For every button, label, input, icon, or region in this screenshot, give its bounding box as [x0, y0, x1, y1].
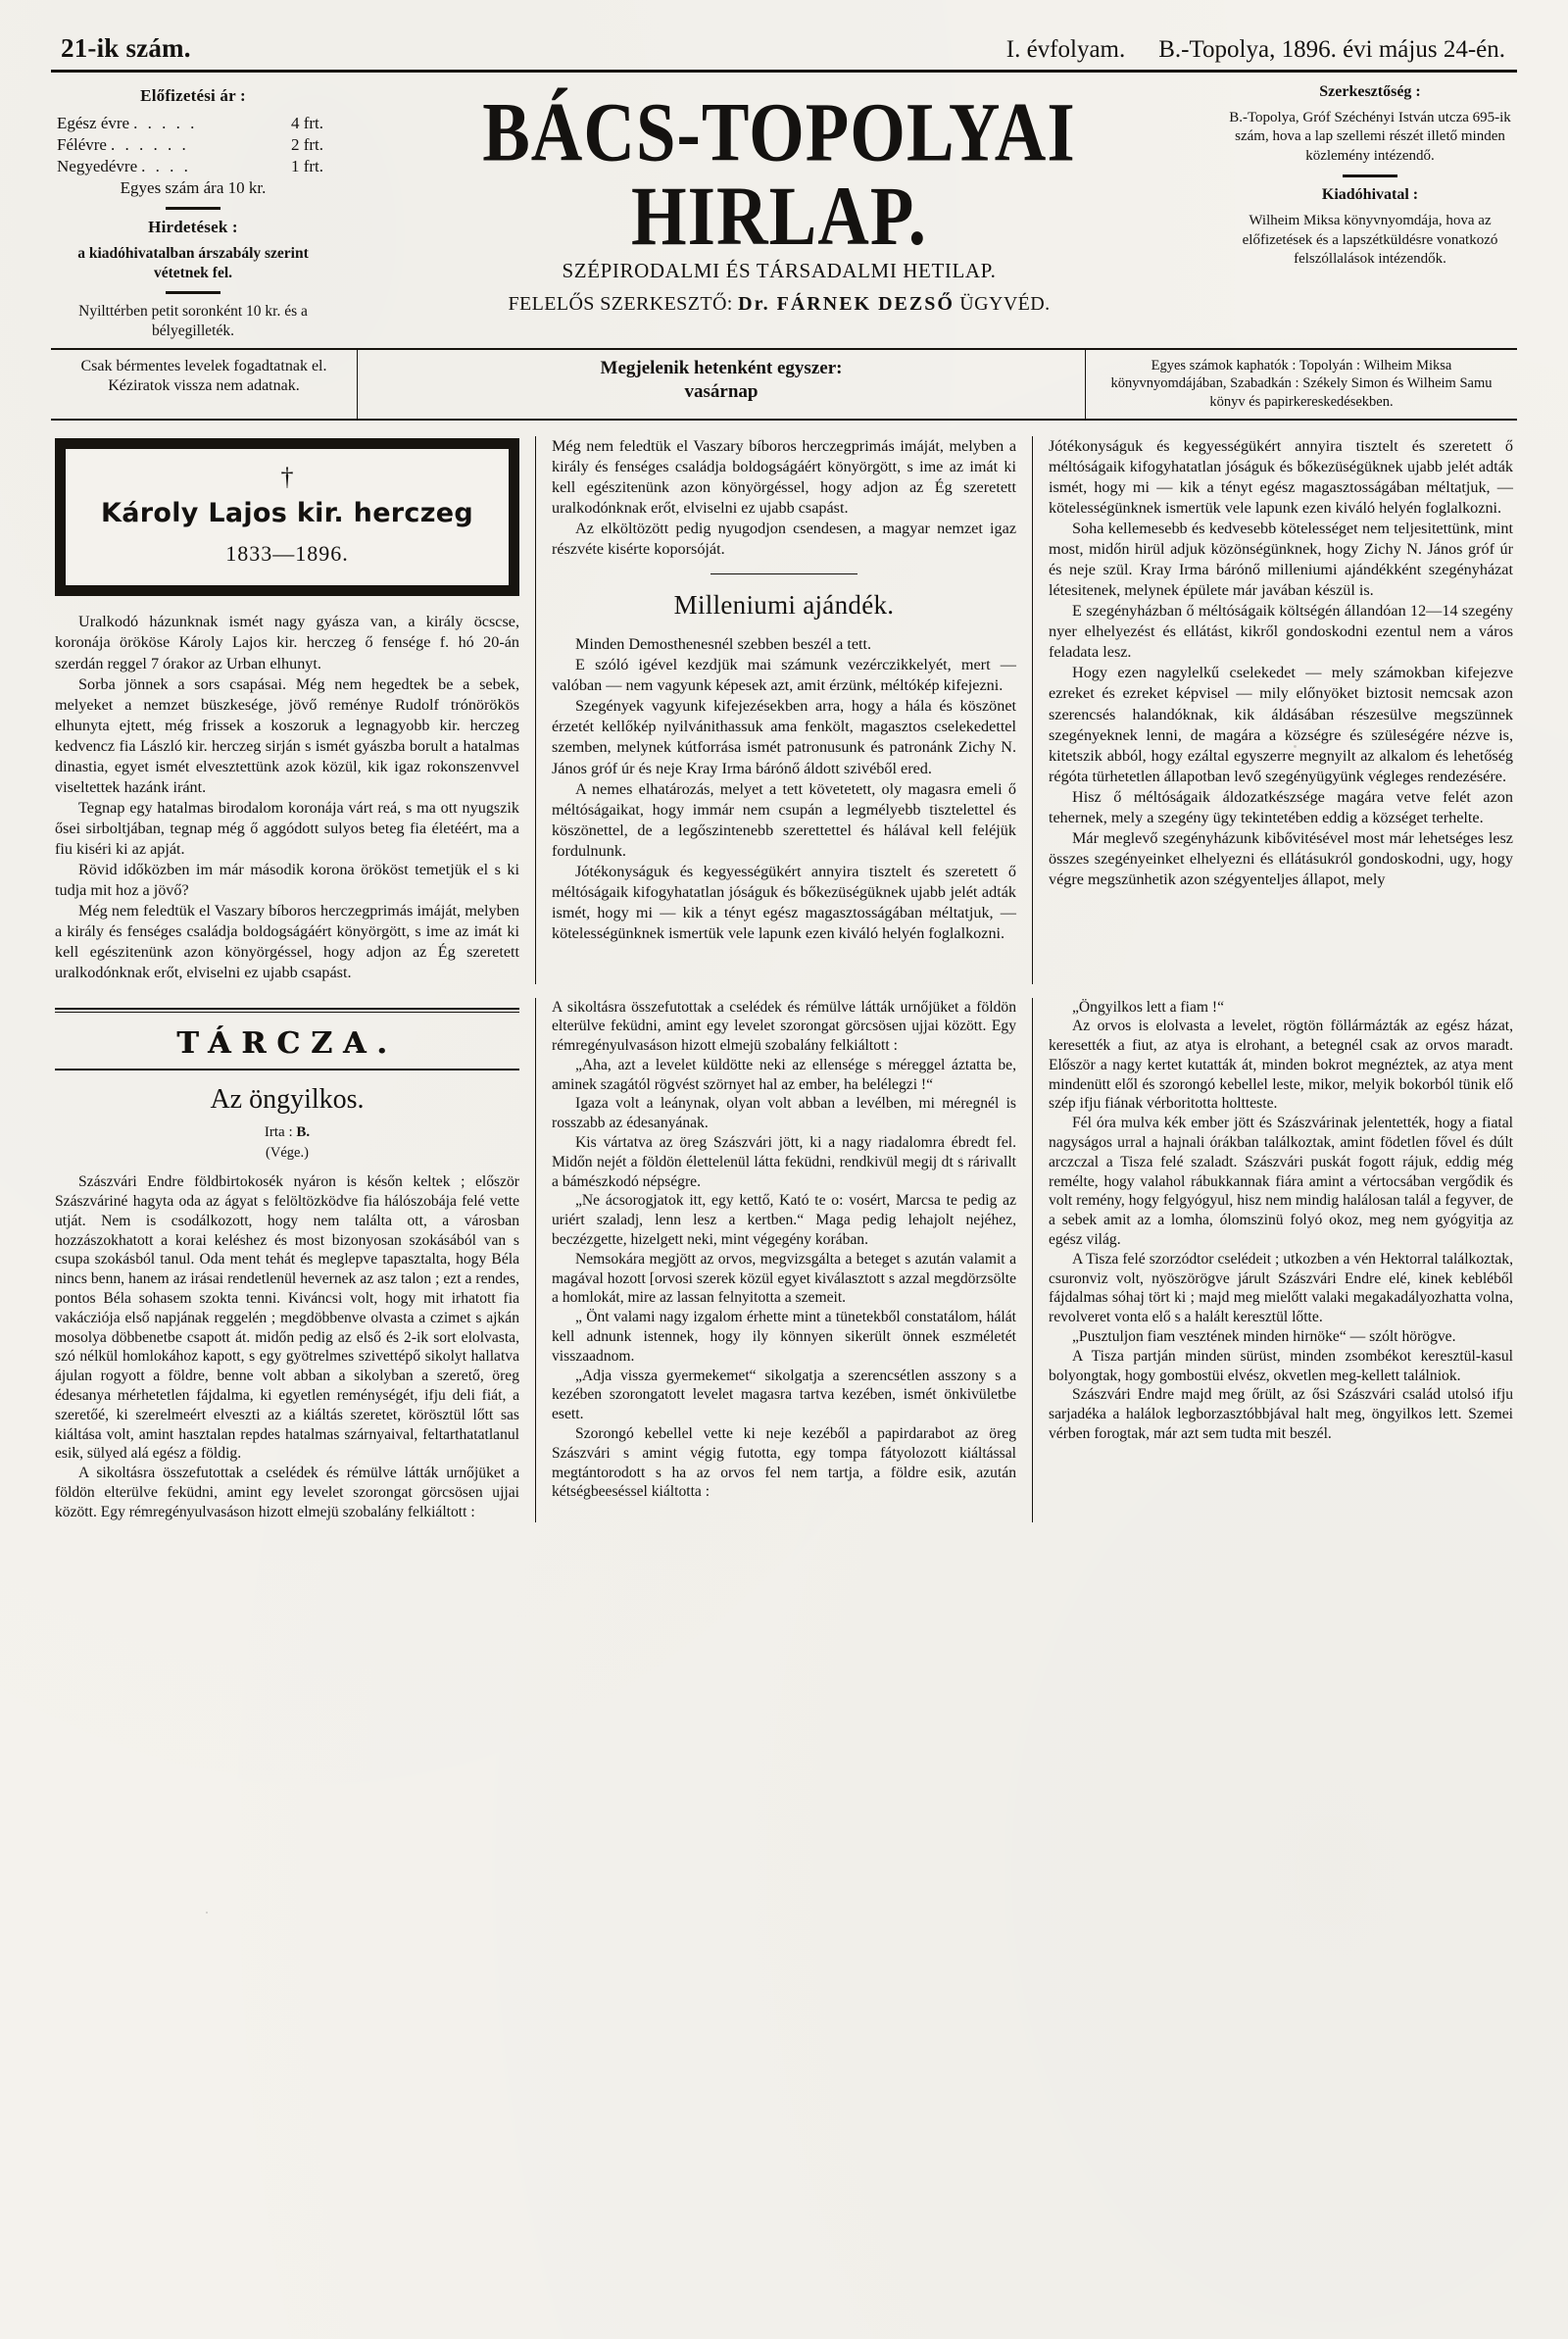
masthead-center	[335, 82, 1223, 340]
paragraph: E szóló igével kezdjük mai számunk vezérczikkelyét, mert — valóban — nem vagyunk képesek azt, amit érzünk, méltókép kifejezni.	[552, 656, 1016, 695]
notice-strip	[51, 348, 1517, 420]
responsible-editor-line	[349, 293, 1209, 316]
paragraph: A Tisza felé szorzódtor cselédeit ; utkozben a vén Hektorral találkoztak, csuronviz volt, nyöszörögve járult Szászvári Endre elé, kinek kebléből fájdalmas sóhaj tört ki ; majd meg mielőtt valaki megakadályozhatta volna, revolveret vonta elő s a halált keresztül lőtte.	[1049, 1250, 1513, 1326]
paragraph: Rövid időközben im már második korona örököst temetjük el s ki tudja mit hoz a jövő?	[55, 861, 519, 900]
publication-day: vasárnap	[684, 381, 759, 403]
dot-leader: . . . . . .	[110, 134, 189, 154]
feuilleton-rule-top	[55, 1008, 519, 1010]
obituary-years: 1833—1896.	[225, 540, 349, 566]
paragraph: Már meglevő szegényházunk kibővitésével most már lehetséges lesz összes szegényeinket elhelyezni és ellátásukról gondoskodni, ugy, hogy végre megszünhetik azon szégyenteljes állapot, mely	[1049, 828, 1513, 888]
feuilleton-column-1	[51, 998, 535, 1522]
paragraph: A nemes elhatározás, melyet a tett követetett, oly magasra emeli ő méltóságaikat, hogy immár nem csupán a legmélyebb tisztelettel és köszönettel, de a legőszintenebb szerettettel és hálával kell feléjük fordulnunk.	[552, 779, 1016, 860]
feuilleton-rule-bottom	[55, 1069, 519, 1070]
notice-center	[357, 350, 1086, 418]
paragraph: Sorba jönnek a sors csapásai. Még nem hegedtek be a sebek, melyeket a nemzet büszkesége, jövő reménye Rudolf trónörökös elhunyta ejtett, még frissek a koszoruk a legnagyobb kir. herczeg kedvencz fia László kir. herczeg sirján s ismét gyászba borult a hatalmas dinastia, egyet ismét elvesztettünk azok közül, kik igaz rokonszenvvel viseltettek hazánk iránt.	[55, 674, 519, 796]
open-column-notice: Nyilttérben petit soronként 10 kr. és a bélyegilleték.	[78, 303, 308, 339]
feuilleton-rule-thin	[55, 1012, 519, 1013]
paragraph: Szorongó kebellel vette ki neje kezéből a papirdarabot az öreg Szászvári s amint végig futotta, egy tompa fátyolozott kiáltással megtántorodott s ha az orvos fel nem tartja, a földre esik, azután kétségbeeséssel kiáltotta :	[552, 1425, 1016, 1501]
paragraph-continued: Jótékonyságuk és kegyességükért annyira tisztelt és szeretett ő méltóságaik kifogyhatatlan jóságuk és bőkezüségüknek ujabb jelét adták ismét, hogy mi — kik a tényt egész magasztosságában méltatjuk, — kötelességünknek ismertük vele lapunk ezen kiváló helyén foglalkozni.	[1049, 436, 1513, 517]
paragraph: Az elköltözött pedig nyugodjon csendesen, a magyar nemzet igaz részvéte kisérte koporsóját.	[552, 519, 1016, 558]
paragraph: Hogy ezen nagylelkű cselekedet — mely számokban kifejezve ezreket és ezreket képvisel — mily előnyöket biztosit nemcsak azon szerencsés halandóknak, kik áldásában részesülve megszünnek szegényeknek lenni, de magára a községre és szüleségére nézve is, kitetszik abból, hogy ezáltal egyszerre megnyilt az alkalom és lehetőség régóta türhetetlen állapotban levő szegényügyünk végleges rendezésére.	[1049, 664, 1513, 785]
paragraph: Jótékonyságuk és kegyességükért annyira tisztelt és szeretett ő méltóságaik kifogyhatatlan jóságuk és bőkezüségüknek ujabb jelét adták ismét, hogy mi — kik a tényt egész magasztosságában méltatjuk, — kötelességünknek ismertük vele lapunk ezen kiváló helyén foglalkozni.	[552, 862, 1016, 943]
price-row	[57, 156, 335, 177]
section-rule	[1343, 174, 1397, 177]
paragraph: „Pusztuljon fiam vesztének minden hirnöke“ — szólt hörögve.	[1072, 1328, 1456, 1346]
feuilleton-section-label: TÁRCZA.	[176, 1025, 398, 1061]
feuilleton-column-3	[1033, 998, 1517, 1522]
lower-columns	[51, 998, 1517, 1522]
masthead-topline	[51, 33, 1517, 68]
paragraph: Soha kellemesebb és kedvesebb kötelességet nem teljesitettünk, mint most, midőn hirül adjuk közönségünknek, hogy Zichy N. János gróf úr és neje szül. Kray Irma bárónő milleniumi ajándékként szegényházat létesitenek, melynek épülete már javában készül is.	[1049, 519, 1513, 600]
editorial-office-block	[1223, 82, 1517, 166]
feuilleton-column-2	[536, 998, 1032, 1522]
subscription-heading: Előfizetési ár :	[140, 86, 246, 105]
paper-subtitle: SZÉPIRODALMI ÉS TÁRSADALMI HETILAP.	[562, 259, 997, 282]
byline-label: Irta :	[264, 1123, 293, 1140]
paragraph: „Adja vissza gyermekemet“ sikolgatja a szerencsétlen asszony s a kezében szorongatott levelet magasra tartva kezében, ismét önkivületbe esett.	[552, 1367, 1016, 1423]
obituary-name: Károly Lajos kir. herczeg	[100, 497, 473, 528]
publishing-office-heading: Kiadóhivatal :	[1321, 186, 1419, 204]
place-date: B.-Topolya, 1896. évi május 24-én.	[1158, 36, 1505, 63]
masthead	[51, 73, 1517, 340]
paragraph: „Ne ácsorogjatok itt, egy kettő, Kató te o: vosért, Marcsa te pedig az uriért szaladj, lenn lesz a kertben.“ Maga pedig lehajolt nejéhez, beczézgette, hizelgett neki, mint végegény korában.	[552, 1192, 1016, 1249]
editor-prefix: FELELŐS SZERKESZTŐ:	[508, 293, 733, 315]
masthead-left-column	[51, 82, 335, 340]
dot-leader: . . . .	[141, 156, 191, 175]
price-label: Egész évre	[57, 114, 130, 132]
feuilleton-continuation: (Vége.)	[266, 1145, 309, 1162]
section-rule	[166, 291, 220, 294]
ads-body: a kiadóhivatalban árszabály szerint vétetnek fel.	[77, 245, 309, 281]
publishing-office-body: Wilheim Miksa könyvnyomdája, hova az előfizetések és a lapszétküldésre vonatkozó felszóllalások intézendők.	[1242, 213, 1498, 268]
price-value: 1 frt.	[290, 156, 323, 175]
price-row	[57, 113, 335, 134]
paragraph: Minden Demosthenesnél szebben beszél a tett.	[575, 635, 872, 654]
paragraph: „Aha, azt a levelet küldötte neki az ellensége s méreggel áztatta be, aminek szagától rögvést szörnyet hal az ember, ha belélegzi !“	[552, 1056, 1016, 1093]
byline-name: B.	[296, 1123, 311, 1140]
subscription-price-list	[51, 113, 335, 176]
issue-number: 21-ik szám.	[61, 33, 191, 63]
article-headline: Milleniumi ajándék.	[673, 590, 895, 621]
paragraph: E szegényházban ő méltóságaik költségén állandóan 12—14 szegény nyer elhelyezést és ellátást, kikről gondoskodni ezentul nem a város feladata lesz.	[1049, 602, 1513, 662]
paper-speck	[206, 1912, 208, 1914]
price-label: Negyedévre	[57, 156, 138, 175]
paragraph: Szegények vagyunk kifejezésekben arra, hogy a hála és köszönet érzetét kellőkép nyilvánithassuk ama fenkölt, magasztos cselekedettel szemben, melynek kútforrása ismét patronusunk és patronánk Zichy N. János gróf úr és neje Kray Irma bárónő áldott szivéből ered.	[552, 697, 1016, 777]
price-value: 2 frt.	[290, 134, 323, 154]
column-3	[1033, 436, 1517, 984]
paragraph: A sikoltásra összefutottak a cselédek és rémülve látták urnőjüket a földön elterülve feküdni, amint egy levelet szorongat görcsösen ujjai között. Egy rémregényulvasáson hizott elmejü szobalány felkiáltott :	[55, 1465, 519, 1520]
column-1	[51, 436, 535, 984]
paragraph: Nemsokára megjött az orvos, megvizsgálta a beteget s azután valamit a magával hozott [orvosi szerek közül egyet kiválasztott s azzal megdörzsölte a homlokát, mire az lassan felnyitotta a szemeit.	[552, 1250, 1016, 1307]
obituary-box	[55, 438, 519, 597]
editorial-office-heading: Szerkesztőség :	[1319, 83, 1421, 100]
column-2	[536, 436, 1032, 984]
ads-heading: Hirdetések :	[148, 218, 238, 237]
notice-left: Csak bérmentes levelek fogadtatnak el. Kéziratok vissza nem adatnak.	[80, 358, 327, 395]
paragraph: Igaza volt a leánynak, olyan volt abban a levélben, mi méregnél is rosszabb az édesanyának.	[552, 1095, 1016, 1132]
editor-suffix: ÜGYVÉD.	[959, 293, 1051, 315]
paragraph: „ Önt valami nagy izgalom érhette mint a tünetekből constatálom, hálát kell adnunk istennek, hogy ily könnyen sikerült önnek eszméletét visszaadnom.	[552, 1309, 1016, 1365]
cross-icon: †	[280, 462, 294, 491]
price-label: Félévre	[57, 134, 107, 154]
feuilleton-title: Az öngyilkos.	[210, 1083, 365, 1115]
paragraph-continued: A sikoltásra összefutottak a cselédek és rémülve látták urnőjüket a földön elterülve feküdni, amint egy levelet szorongat görcsösen ujjai között. Egy rémregényulvasáson hizott elmejü szobalány felkiáltott :	[552, 998, 1016, 1055]
price-row	[57, 134, 335, 156]
paragraph: Az orvos is elolvasta a levelet, rögtön föllármázták az egész házat, keresették a fiut, az atya is elrohant, a betegnél csak az orvos maradt. Először a nagy kertet kutatták át, minden bokrot megnéztek, az atya ment mindenütt elől és szorongó kebellel leste, mikor, melyik bokorból tünik elő szép ifju fiának vérboritotta holtteste.	[1049, 1018, 1513, 1113]
paragraph: Hisz ő méltóságaik áldozatkészsége magára vetve felét azon tehernek, mely a szegény ügy tekintetében eddig a községet terhelte.	[1049, 787, 1513, 826]
upper-columns	[51, 436, 1517, 984]
paragraph-continued: Még nem feledtük el Vaszary bíboros herczegprimás imáját, melyben a király és fenséges családja boldogságáért könyörgött, s ime az imát ki kell egészitenünk azon könyörgéssel, hogy adjon az Ég szeretett uralkodónknak erőt, elviselni ez ujabb csapást.	[552, 436, 1016, 517]
paragraph: Kis vártatva az öreg Szászvári jött, ki a nagy riadalomra ébredt fel. Midőn nejét a földön élettelenül látta feküdni, rendkivül megij dt s rárivallt a bámészkodó népségre.	[552, 1134, 1016, 1190]
notice-right: Egyes számok kaphatók : Topolyán : Wilheim Miksa könyvnyomdájában, Szabadkán : Székely Simon és Wilheim Samu könyv és papirkereskedésekben.	[1110, 358, 1493, 410]
section-rule	[166, 207, 220, 210]
paragraph: Tegnap egy hatalmas birodalom koronája várt reá, s ma ott nyugszik ősei sirboltjában, tegnap még ő aggódott sulyos beteg fia életéért, ma a fiu kiséri ki az apját.	[55, 798, 519, 859]
paragraph: „Öngyilkos lett a fiam !“	[1072, 998, 1225, 1016]
paragraph: A Tisza partján minden sürüst, minden zsombékot keresztül-kasul bolyongtak, hogy gombostüi elvész, okvetlen meg-kellett találniok.	[1049, 1347, 1513, 1384]
paragraph: Uralkodó házunknak ismét nagy gyásza van, a király öcscse, koronája örököse Károly Lajos kir. herczeg ő fensége f. hó 20-án szerdán reggel 7 órakor az Urban elhunyt.	[55, 613, 519, 672]
editorial-office-body: B.-Topolya, Gróf Széchényi István utcza 695-ik szám, hova a lap szellemi részét illető minden közlemény intézendő.	[1229, 109, 1511, 164]
paper-title: BÁCS-TOPOLYAI HIRLAP.	[482, 87, 1076, 264]
volume-label: I. évfolyam.	[1005, 36, 1126, 63]
paragraph: Fél óra mulva kék ember jött és Szászvárinak jelentették, hogy a fiatal nagyságos urral a hajnali órákban találkoztak, amint födetlen fővel és dúlt arczczal a Tisza felé szaladt. Szászvári puskát fogott rájuk, eddig még remélte, hogy valahol rábukkannak fiára amint a vértocsában vergődik és volt remény, hogy felgyógyul, hisz nem mindig halálosan talál a fegyver, de a sebek amit az a lomha, ólomszinü folyó okoz, meg nem gyógyitja az egész világ.	[1049, 1115, 1513, 1249]
paragraph: Szászvári Endre földbirtokosék nyáron is későn keltek ; először Szászváriné hagyta oda az ágyat s felöltözködve fia hálószobája felé vette utját. Nem is csodálkozott, hogy nem találta ott, a városban hozzászokhatott a korai keléshez és most bizonyosan szokásából van s csupa szokásból tanul. Oda ment tehát és meglepve tapasztalta, hogy Béla nincs benn, hanem az irásai rendetlenül hevernek az asz talon ; ezt a rendes, pontos Béla sohasem szokta tenni. Kiváncsi volt, hogy mit irhatott fia vakácziója első napjának reggelén ; megdöbbenve olvasta a czimet s ajkán mosolya döbbenetbe csapott át. midőn pedig az első és 2-ik sort elolvasta, szó nélkül homlokához kapott, s egy gyötrelmes szivettépő sikolyt hallatva ájulan rogyott a földre, benne volt abban a sikolyban a szerető, öreg édesanya mérhetetlen fájdalma, ki egyetlen reménységét, ifju deli fiát, a szeretőé, ki szerelmeért elveszti az a kiáltás szeretet, körösztül lőtt sas kiáltása volt, amint hasztalan repdes hatalmas szárnyaival, feltarthatatlanul esik, sülyed alá egész a földig.	[55, 1173, 519, 1463]
publication-frequency: Megjelenik hetenként egyszer:	[600, 358, 843, 379]
paragraph: Szászvári Endre majd meg őrült, az ősi Szászvári család utolsó ifju sarjadéka a halálok legborzasztóbbjával halt meg, öngyilkos lett. Szemei vérben forogtak, már azt sem tudta mit beszél.	[1049, 1386, 1513, 1443]
feuilleton-byline	[55, 1123, 519, 1143]
price-value: 4 frt.	[290, 114, 323, 132]
dot-leader: . . . . .	[133, 114, 198, 132]
paragraph: Még nem feledtük el Vaszary bíboros herczegprimás imáját, melyben a király és fenséges családja boldogságáért könyörgött, s ime az imát ki kell egészitenünk azon könyörgéssel, hogy adjon az Ég szeretett uralkodónknak erőt, elviselni ez ujabb csapást.	[55, 902, 519, 982]
single-copy-price: Egyes szám ára 10 kr.	[120, 178, 267, 198]
editor-name: Dr. FÁRNEK DEZSŐ	[738, 293, 955, 315]
masthead-right-column	[1223, 82, 1517, 340]
publishing-office-block	[1223, 185, 1517, 269]
article-rule	[710, 573, 858, 574]
